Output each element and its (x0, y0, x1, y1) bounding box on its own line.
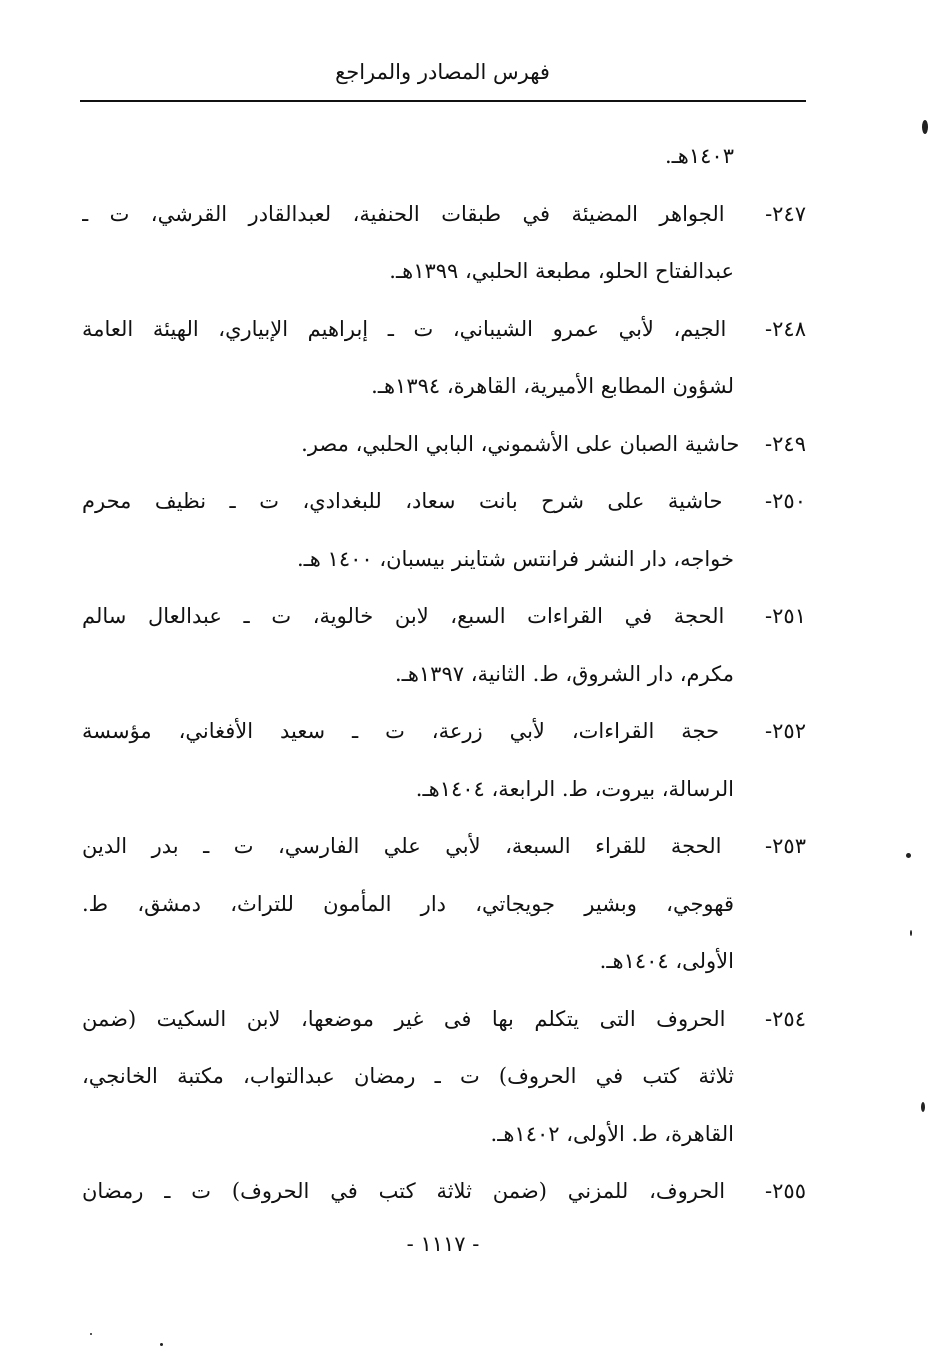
entry-first-line (82, 416, 806, 474)
entry-text: حجة القراءات، لأبي زرعة، ت ـ سعيد الأفغاني، مؤسسة (82, 719, 720, 743)
bibliography-entry-251 (82, 588, 806, 703)
entry-first-line (82, 703, 806, 761)
entry-continuation-line: خواجه، دار النشر فرانتس شتاينر بيسبان، ١٤٠٠ هـ. (296, 546, 734, 571)
entry-text: الحجة للقراء السبعة، لأبي علي الفارسي، ت ـ بدر الدين (82, 834, 722, 858)
entry-continuation-line: مكرم، دار الشروق، ط. الثانية، ١٣٩٧هـ. (395, 661, 734, 686)
running-head-title: فهرس المصادر والمراجع (335, 60, 550, 84)
scan-speck (906, 853, 911, 858)
header-rule (80, 100, 806, 102)
bibliography-entry-254 (82, 991, 806, 1164)
scan-speck (921, 1102, 925, 1112)
entry-continuation-line: عبدالفتاح الحلو، مطبعة الحلبي، ١٣٩٩هـ. (389, 259, 734, 283)
entry-first-line (82, 473, 806, 531)
entry-continuation-line: الأولى، ١٤٠٤هـ. (599, 949, 734, 973)
entry-first-line (82, 301, 806, 359)
entry-number: ٢٥٣- (765, 834, 806, 858)
entry-text: الحروف التى يتكلم بها فى غير موضعها، لابن السكيت (ضمن (82, 1006, 726, 1031)
scan-speck (910, 930, 912, 936)
entry-text: الجواهر المضيئة في طبقات الحنفية، لعبدالقادر القرشي، ت ـ (82, 201, 725, 226)
entry-text: الحجة في القراءات السبع، لابن خالوية، ت ـ عبدالعال سالم (82, 604, 725, 628)
entry-continuation-line: الرسالة، بيروت، ط. الرابعة، ١٤٠٤هـ. (415, 776, 734, 801)
bibliography-list (82, 128, 806, 1221)
entry-text: حاشية على شرح بانت سعاد، للبغدادي، ت ـ نظيف محرم (82, 489, 723, 513)
page-number: - ١١١٧ - (406, 1232, 480, 1256)
entry-first-line (82, 588, 806, 646)
entry-text: حاشية الصبان على الأشموني، البابي الحلبي، مصر. (301, 431, 740, 456)
entry-first-line (82, 991, 806, 1049)
entry-number: ٢٥٠- (765, 489, 806, 513)
bibliography-entry-248 (82, 301, 806, 416)
scan-speck (160, 1343, 163, 1346)
entry-number: ٢٥١- (765, 604, 806, 628)
entry-text: الحروف، للمزني (ضمن ثلاثة كتب في الحروف) ت ـ رمضان (82, 1179, 726, 1203)
continuation-line: ١٤٠٣هـ. (664, 144, 734, 168)
entry-continuation-line: قهوجي، وبشير جويجاتي، دار المأمون للتراث، دمشق، ط. (82, 891, 734, 916)
bibliography-entry-255 (82, 1163, 806, 1221)
entry-number: ٢٥٤- (765, 1006, 806, 1031)
entry-number: ٢٤٩- (765, 431, 806, 456)
entry-continuation-line: ثلاثة كتب في الحروف) ت ـ رمضان عبدالتواب، مكتبة الخانجي، (82, 1064, 734, 1088)
bibliography-entry-252 (82, 703, 806, 818)
entry-first-line (82, 818, 806, 876)
bibliography-entry-249 (82, 416, 806, 474)
scan-speck (922, 120, 928, 134)
bibliography-entry-253 (82, 818, 806, 991)
entry-text: الجيم، لأبي عمرو الشيباني، ت ـ إبراهيم الإبياري، الهيئة العامة (82, 316, 727, 341)
bibliography-entry-247 (82, 186, 806, 301)
entry-continuation-line: لشؤون المطابع الأميرية، القاهرة، ١٣٩٤هـ. (371, 374, 734, 398)
bibliography-entry-250 (82, 473, 806, 588)
entry-first-line (82, 186, 806, 244)
scan-speck (90, 1333, 92, 1335)
entry-continuation-line: القاهرة، ط. الأولى، ١٤٠٢هـ. (490, 1121, 734, 1146)
entry-number: ٢٥٥- (765, 1179, 806, 1203)
entry-number: ٢٤٨- (765, 316, 806, 341)
entry-number: ٢٥٢- (765, 719, 806, 743)
entry-number: ٢٤٧- (765, 201, 806, 226)
entry-first-line (82, 1163, 806, 1221)
